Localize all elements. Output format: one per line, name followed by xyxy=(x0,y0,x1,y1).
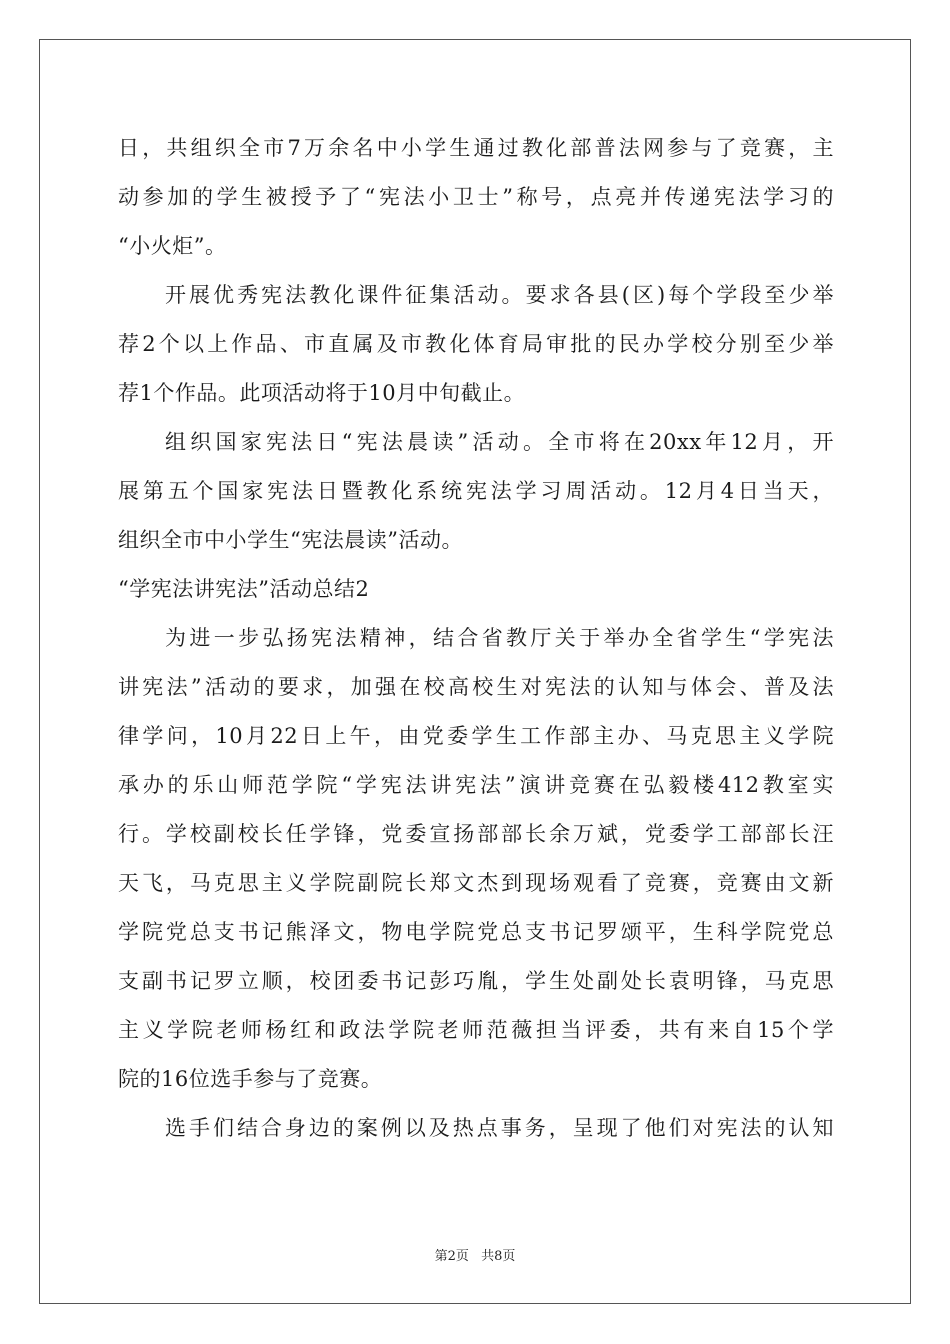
document-body xyxy=(118,124,834,1153)
text-line: 天飞，马克思主义学院副院长郑文杰到现场观看了竞赛，竞赛由文新 xyxy=(118,871,834,895)
text-line: 组织全市中小学生“宪法晨读”活动。 xyxy=(118,528,463,552)
text-line: 学院党总支书记熊泽文，物电学院党总支书记罗颂平，生科学院党总 xyxy=(118,920,834,944)
text-line: 支副书记罗立顺，校团委书记彭巧胤，学生处副处长袁明锋，马克思 xyxy=(118,969,834,993)
text-line: 院的16位选手参与了竞赛。 xyxy=(118,1067,383,1091)
page-total: 共8页 xyxy=(481,1249,516,1264)
text-line: “小火炬”。 xyxy=(118,234,227,258)
text-line: 日，共组织全市7万余名中小学生通过教化部普法网参与了竞赛，主 xyxy=(118,136,834,160)
paragraph-first-line: 开展优秀宪法教化课件征集活动。要求各县(区)每个学段至少举 xyxy=(165,283,834,307)
text-line: 荐1个作品。此项活动将于10月中旬截止。 xyxy=(118,381,526,405)
text-line: 讲宪法”活动的要求，加强在校高校生对宪法的认知与体会、普及法 xyxy=(118,675,834,699)
section-heading: “学宪法讲宪法”活动总结2 xyxy=(118,577,370,601)
text-line: 主义学院老师杨红和政法学院老师范薇担当评委，共有来自15个学 xyxy=(118,1018,834,1042)
text-line: 荐2个以上作品、市直属及市教化体育局审批的民办学校分别至少举 xyxy=(118,332,834,356)
paragraph-first-line: 选手们结合身边的案例以及热点事务，呈现了他们对宪法的认知 xyxy=(165,1116,834,1140)
page-number: 第2页 xyxy=(434,1249,469,1264)
paragraph-first-line: 组织国家宪法日“宪法晨读”活动。全市将在20xx年12月，开 xyxy=(165,430,834,454)
text-line: 动参加的学生被授予了“宪法小卫士”称号，点亮并传递宪法学习的 xyxy=(118,185,834,209)
text-line: 律学问，10月22日上午，由党委学生工作部主办、马克思主义学院 xyxy=(118,724,834,748)
text-line: 承办的乐山师范学院“学宪法讲宪法”演讲竞赛在弘毅楼412教室实 xyxy=(118,773,834,797)
text-line: 展第五个国家宪法日暨教化系统宪法学习周活动。12月4日当天， xyxy=(118,479,834,503)
paragraph-first-line: 为进一步弘扬宪法精神，结合省教厅关于举办全省学生“学宪法 xyxy=(165,626,834,650)
text-line: 行。学校副校长任学锋，党委宣扬部部长余万斌，党委学工部部长汪 xyxy=(118,822,834,846)
page-footer xyxy=(0,1245,950,1264)
